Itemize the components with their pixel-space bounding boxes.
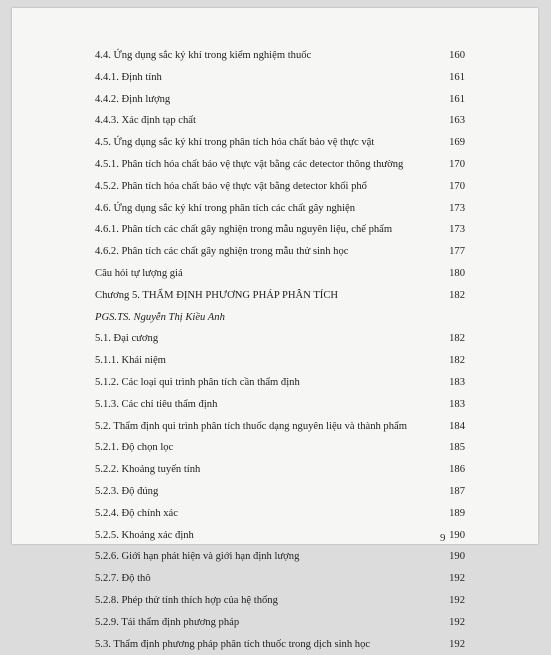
toc-entry — [95, 394, 465, 416]
toc-entry-page: 163 — [449, 115, 465, 127]
author-name: PGS.TS. Nguyễn Thị Kiều Anh — [95, 311, 225, 323]
toc-entry — [95, 525, 465, 547]
toc-entry-title: 4.5. Ứng dụng sắc ký khí trong phân tích hóa chất bảo vệ thực vật — [95, 137, 375, 149]
toc-entry — [95, 198, 465, 220]
toc-entry-page: 160 — [449, 50, 465, 61]
toc-entry — [95, 176, 465, 198]
toc-entry-title: 5.1.2. Các loại qui trình phân tích cần thẩm định — [95, 376, 300, 388]
toc-entry — [95, 219, 465, 241]
toc-entry-title: 4.6.1. Phân tích các chất gây nghiện trong mẫu nguyên liệu, chế phẩm — [95, 224, 393, 236]
toc-entry-page: 173 — [449, 202, 465, 214]
toc-entry-page: 182 — [449, 333, 465, 345]
toc-entry — [95, 350, 465, 372]
toc-entry-page: 192 — [449, 594, 465, 606]
toc-entry — [95, 503, 465, 525]
toc-entry-page: 187 — [449, 485, 465, 497]
book-page — [12, 8, 538, 650]
toc-entry-page: 161 — [449, 93, 465, 105]
toc-entry-title: 5.2.9. Tái thẩm định phương pháp — [95, 616, 240, 628]
toc-entry-title: 4.6. Ứng dụng sắc ký khí trong phân tích các chất gây nghiện — [95, 202, 356, 214]
toc-chapter-heading — [95, 285, 465, 307]
toc-entry-title: 5.2. Thẩm định qui trình phân tích thuốc dạng nguyên liệu và thành phẩm — [95, 420, 407, 432]
toc-entry — [95, 416, 465, 438]
toc-entry-page: 190 — [449, 529, 465, 541]
toc-entry — [95, 481, 465, 503]
toc-entry-page: 182 — [449, 289, 465, 301]
toc-entry-page: 161 — [449, 71, 465, 83]
toc-entry-title: 5.2.2. Khoảng tuyến tính — [95, 464, 201, 476]
toc-entry-page: 192 — [449, 638, 465, 650]
toc-entry-page: 183 — [449, 376, 465, 388]
toc-entry-page: 186 — [449, 464, 465, 476]
toc-entry-page: 184 — [449, 420, 465, 432]
table-of-contents — [95, 45, 465, 655]
toc-entry — [95, 590, 465, 612]
toc-entry-page: 185 — [449, 442, 465, 454]
toc-entry — [95, 612, 465, 634]
toc-entry-page: 189 — [449, 507, 465, 519]
toc-entry-title: 5.2.4. Độ chính xác — [95, 507, 178, 519]
toc-entry-title: 4.5.1. Phân tích hóa chất bảo vệ thực vật bằng các detector thông thường — [95, 158, 404, 170]
toc-entry — [95, 459, 465, 481]
toc-entry-title: 5.2.5. Khoảng xác định — [95, 529, 194, 541]
toc-entry — [95, 372, 465, 394]
toc-entry — [95, 263, 465, 285]
toc-entry-page: 183 — [449, 398, 465, 410]
toc-entry — [95, 45, 465, 67]
toc-entry-page: 182 — [449, 355, 465, 367]
toc-entry — [95, 241, 465, 263]
toc-entry — [95, 546, 465, 568]
toc-entry-page: 170 — [449, 158, 465, 170]
toc-entry-title: 5.1.3. Các chỉ tiêu thẩm định — [95, 398, 218, 410]
toc-entry-title: 4.4.1. Định tính — [95, 71, 162, 83]
toc-entry-page: 192 — [449, 616, 465, 628]
toc-entry-page: 190 — [449, 551, 465, 563]
toc-entry — [95, 89, 465, 111]
toc-entry — [95, 437, 465, 459]
toc-entry-page: 169 — [449, 137, 465, 149]
toc-entry — [95, 154, 465, 176]
toc-chapter-author — [95, 307, 465, 329]
toc-entry-page: 173 — [449, 224, 465, 236]
toc-entry-page: 177 — [449, 246, 465, 258]
toc-entry-title: 4.4.2. Định lượng — [95, 93, 171, 105]
toc-entry-title: Câu hỏi tự lượng giá — [95, 267, 183, 279]
toc-entry-title: 5.1. Đại cương — [95, 333, 159, 345]
toc-entry-title: 5.2.3. Độ đúng — [95, 485, 159, 497]
toc-entry — [95, 634, 465, 655]
toc-entry-title: 5.1.1. Khái niệm — [95, 355, 166, 367]
toc-entry-page: 192 — [449, 573, 465, 585]
toc-entry-title: 4.6.2. Phân tích các chất gây nghiện trong mẫu thử sinh học — [95, 246, 349, 258]
toc-entry-title: 5.2.1. Độ chọn lọc — [95, 442, 174, 454]
toc-entry — [95, 110, 465, 132]
toc-entry-title: 5.2.6. Giới hạn phát hiện và giới hạn định lượng — [95, 551, 300, 563]
toc-entry-page: 170 — [449, 180, 465, 192]
toc-entry-page: 180 — [449, 267, 465, 279]
toc-entry-title: 4.4.3. Xác định tạp chất — [95, 115, 196, 127]
toc-entry-title: 5.3. Thẩm định phương pháp phân tích thuốc trong dịch sinh học — [95, 638, 371, 650]
toc-entry — [95, 568, 465, 590]
toc-entry-title: 5.2.8. Phép thử tính thích hợp của hệ thống — [95, 594, 278, 606]
toc-entry-title: 4.4. Ứng dụng sắc ký khí trong kiểm nghiệm thuốc — [95, 50, 312, 61]
toc-entry — [95, 328, 465, 350]
toc-entry-title: 5.2.7. Độ thô — [95, 573, 151, 585]
toc-entry — [95, 67, 465, 89]
toc-entry — [95, 132, 465, 154]
page-number: 9 — [440, 532, 446, 544]
toc-entry-title: 4.5.2. Phân tích hóa chất bảo vệ thực vật bằng detector khối phổ — [95, 180, 367, 192]
toc-entry-title: Chương 5. THẨM ĐỊNH PHƯƠNG PHÁP PHÂN TÍCH — [95, 289, 339, 301]
